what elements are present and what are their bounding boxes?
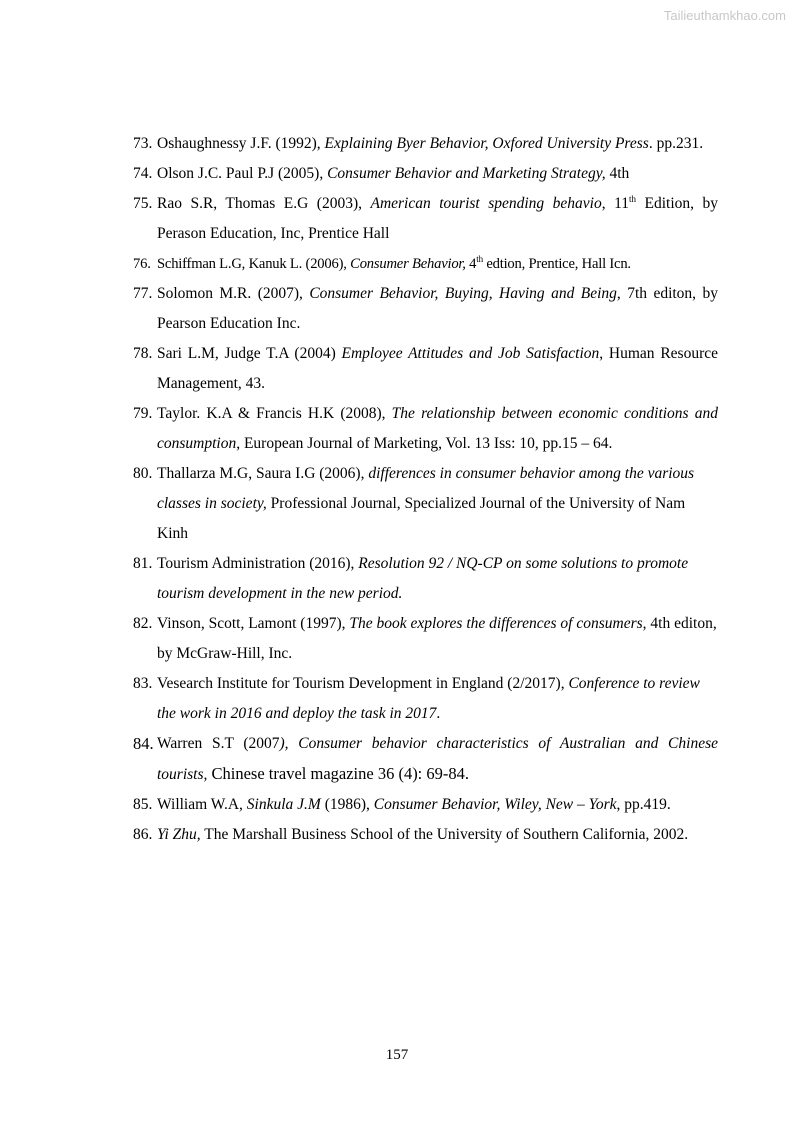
reference-title: Employee Attitudes and Job Satisfaction [341,345,600,362]
page-number: 157 [385,1047,409,1063]
reference-authors: Rao S.R, Thomas E.G (2003), [157,195,371,212]
reference-title: Consumer Behavior and Marketing Strategy, [327,165,606,182]
reference-authors: Tourism Administration (2016), [157,555,359,572]
reference-number: 77. [133,285,153,302]
reference-details: , Human Resource Management, 43. [157,345,718,392]
reference-item-75 [133,189,718,249]
reference-title: Consumer Behavior, Buying, Having and Being [309,285,617,302]
reference-details: Edition, by Perason Education, Inc, Prentice Hall [157,195,719,242]
reference-authors: William W.A [157,796,240,813]
reference-item-79 [133,399,718,459]
reference-year: (1986), [320,796,374,813]
reference-title: differences in consumer behavior among the various classes in society, [157,465,695,512]
reference-title: ), Consumer behavior characteristics of Australian and Chinese tourists, [157,735,718,783]
reference-item-78 [133,339,718,399]
reference-item-77 [133,279,718,339]
reference-authors: Solomon M.R. (2007), [157,285,310,302]
reference-details: Professional Journal, Specialized Journal of the University of Nam Kinh [157,495,686,542]
reference-item-85 [133,790,718,820]
reference-title: The relationship between economic conditions and consumption [157,405,718,452]
reference-number: 74. [133,165,153,182]
reference-number: 78. [133,345,153,362]
reference-item-84 [133,729,718,790]
reference-details: . [436,705,441,722]
reference-number: 80. [133,465,153,482]
reference-edition: , 11 [601,195,630,212]
reference-authors: Vinson, Scott, Lamont (1997), [157,615,350,632]
reference-authors: Vesearch Institute for Tourism Development in England (2/2017), [157,675,569,692]
reference-title: The book explores the differences of consumers [349,615,643,632]
reference-details: Chinese travel magazine 36 (4): 69-84. [207,764,470,783]
reference-title: Resolution 92 / NQ-CP on some solutions to promote tourism development in the new period. [157,555,689,602]
reference-item-86 [133,820,718,850]
reference-authors: Taylor. K.A & Francis H.K (2008), [157,405,392,422]
reference-authors: Warren S.T (2007 [157,735,280,752]
reference-details: The Marshall Business School of the University of Southern California, 2002. [200,826,689,843]
reference-number: 73. [133,135,153,152]
reference-title: Consumer Behavior, Wiley, New – York [373,796,617,813]
reference-number: 83. [133,675,153,692]
reference-item-73 [133,129,718,159]
reference-number: 81. [133,555,153,572]
reference-details: , 4th editon, by McGraw-Hill, Inc. [157,615,717,662]
reference-title: Conference to review the work in 2016 and deploy the task in 2017 [157,675,700,722]
reference-number: 84. [133,734,154,753]
reference-number: 75. [133,195,153,212]
reference-item-81 [133,549,718,609]
reference-edition: 4 [465,256,477,272]
reference-number: 76. [133,256,151,272]
reference-authors: Yi Zhu, [157,826,201,843]
reference-authors: Schiffman L.G, Kanuk L. (2006), [157,256,351,272]
watermark-text: Tailieuthamkhao.com [663,8,786,23]
reference-number: 85. [133,796,153,813]
reference-details: , pp.419. [616,796,671,813]
reference-item-83 [133,669,718,729]
reference-details: , European Journal of Marketing, Vol. 13 Iss: 10, pp.15 – 64. [236,435,613,452]
reference-authors: Olson J.C. Paul P.J (2005), [157,165,328,182]
reference-authors: Oshaughnessy J.F. (1992), [157,135,325,152]
reference-details: , 7th editon, by Pearson Education Inc. [157,285,718,332]
reference-title: Explaining Byer Behavior, Oxfored University Press [324,135,649,152]
reference-item-82 [133,609,718,669]
reference-superscript: th [476,254,483,264]
reference-title: Consumer Behavior, [350,256,466,272]
reference-authors: Sari L.M, Judge T.A (2004) [157,345,342,362]
reference-number: 82. [133,615,153,632]
reference-item-74 [133,159,718,189]
reference-details: edtion, Prentice, Hall Icn. [482,256,631,272]
reference-details: . pp.231. [648,135,704,152]
reference-authors: Thallarza M.G, Saura I.G (2006), [157,465,369,482]
reference-superscript: th [629,194,637,204]
reference-details: 4th [605,165,630,182]
reference-number: 79. [133,405,153,422]
reference-item-80 [133,459,718,549]
reference-number: 86. [133,826,153,843]
reference-list [133,129,718,850]
reference-title: American tourist spending behavio [370,195,602,212]
reference-item-76 [133,249,718,279]
reference-coauthor: , Sinkula J.M [239,796,321,813]
